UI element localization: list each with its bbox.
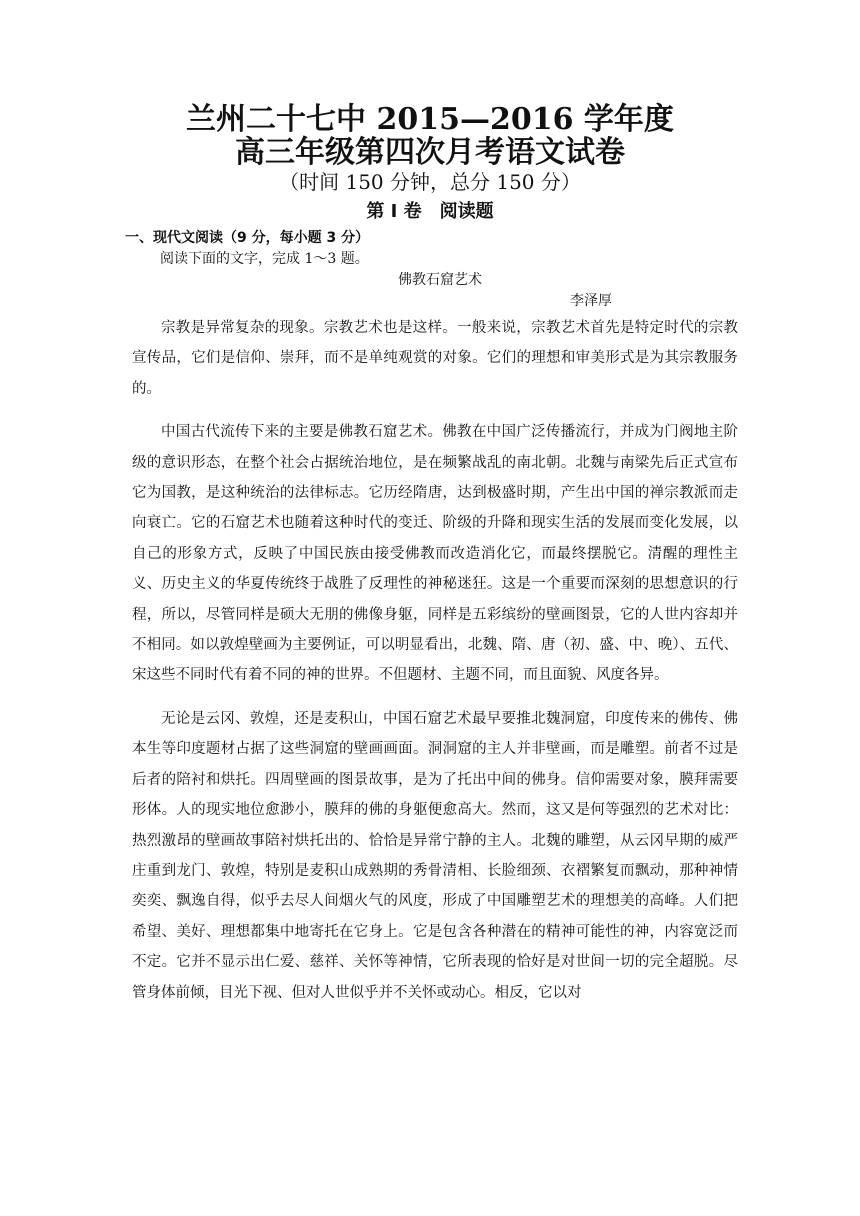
article-author: 李泽厚: [570, 293, 612, 309]
article-paragraph: 宗教是异常复杂的现象。宗教艺术也是这样。一般来说，宗教艺术首先是特定时代的宗教宣传品，它们是信仰、崇拜，而不是单纯观赏的对象。它们的理想和审美形式是为其宗教服务的。: [132, 320, 738, 397]
section-heading: 一、现代文阅读（9 分，每小题 3 分）: [125, 230, 370, 246]
part-title: 第 I 卷 阅读题: [366, 201, 494, 222]
article-body: [132, 313, 738, 1008]
reading-instruction: 阅读下面的文字，完成 1～3 题。: [160, 251, 369, 267]
exam-title-line2: 高三年级第四次月考语文试卷: [235, 135, 625, 170]
exam-title-line1: 兰州二十七中 2015—2016 学年度: [186, 102, 674, 137]
article-paragraph: 无论是云冈、敦煌，还是麦积山，中国石窟艺术最早要推北魏洞窟，印度传来的佛传、佛本生等印度题材占据了这些洞窟的壁画画面。洞洞窟的主人并非壁画，而是雕塑。前者不过是后者的陪衬和烘托。四周壁画的图景故事，是为了托出中间的佛身。信仰需要对象，膜拜需要形体。人的现实地位愈渺小，膜拜的佛的身躯便愈高大。然而，这又是何等强烈的艺术对比：热烈激昂的壁画故事陪衬烘托出的、恰恰是异常宁静的主人。北魏的雕塑，从云冈早期的威严庄重到龙门、敦煌，特别是麦积山成熟期的秀骨清相、长脸细颈、衣褶繁复而飘动，那种神情奕奕、飘逸自得，似乎去尽人间烟火气的风度，形成了中国雕塑艺术的理想美的高峰。人们把希望、美好、理想都集中地寄托在它身上。它是包含各种潜在的精神可能性的神，内容宽泛而不定。它并不显示出仁爱、慈祥、关怀等神情，它所表现的恰好是对世间一切的完全超脱。尽管身体前倾，目光下视、但对人世似乎并不关怀或动心。相反，它以对: [132, 710, 738, 1001]
article-title: 佛教石窟艺术: [398, 272, 482, 288]
article-paragraph: 中国古代流传下来的主要是佛教石窟艺术。佛教在中国广泛传播流行，并成为门阀地主阶级的意识形态，在整个社会占据统治地位，是在频繁战乱的南北朝。北魏与南梁先后正式宣布它为国教，是这种统治的法律标志。它历经隋唐，达到极盛时期，产生出中国的禅宗教派而走向衰亡。它的石窟艺术也随着这种时代的变迁、阶级的升降和现实生活的发展而变化发展，以自己的形象方式，反映了中国民族由接受佛教而改造消化它，而最终摆脱它。清醒的理性主义、历史主义的华夏传统终于战胜了反理性的神秘迷狂。这是一个重要而深刻的思想意识的行程，所以，尽管同样是硕大无朋的佛像身躯，同样是五彩缤纷的壁画图景，它的人世内容却并不相同。如以敦煌壁画为主要例证，可以明显看出，北魏、隋、唐（初、盛、中、晚）、五代、宋这些不同时代有着不同的神的世界。不但题材、主题不同，而且面貌、风度各异。: [132, 424, 738, 684]
exam-time-score: （时间 150 分钟，总分 150 分）: [279, 170, 581, 194]
